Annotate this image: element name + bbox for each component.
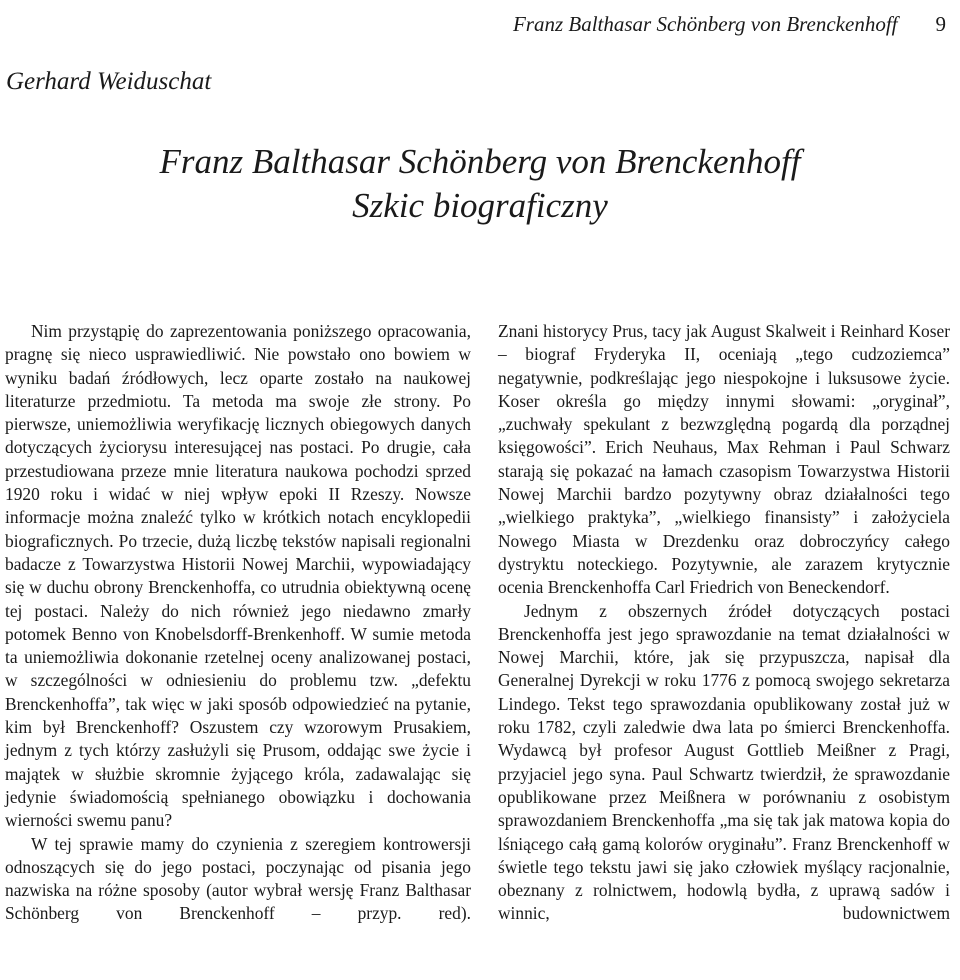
right-column: [498, 320, 950, 926]
article-subtitle: Szkic biograficzny: [352, 186, 608, 225]
body-columns: [5, 320, 950, 926]
paragraph: Jednym z obszernych źródeł dotyczących postaci Brenckenhoffa jest jego sprawozdanie na temat działalności w Nowej Marchii, które, jak się przypuszcza, napisał dla Generalnej Dyrekcji w roku 1776 z pomocą swojego sekretarza Lindego. Tekst tego sprawozdania opublikowany został już w roku 1782, czyli zaledwie dwa lata po śmierci Brenckenhoffa. Wydawcą był profesor August Gottlieb Meißner z Pragi, przyjaciel jego syna. Paul Schwartz twierdził, że sprawozdanie opublikowane przez Meißnera w porównaniu z osobistym sprawozdaniem Brenckenhoffa „ma się tak jak matowa kopia do lśniącego całą gamą kolorów oryginału”. Franz Brenckenhoff w świetle tego tekstu jawi się jako człowiek myślący racjonalnie, obeznany z rolnictwem, hodowlą bydła, z uprawą sadów i winnic, budownictwem: [498, 600, 950, 924]
page-number: 9: [935, 12, 946, 36]
running-head: [513, 12, 946, 37]
paragraph: W tej sprawie mamy do czynienia z szeregiem kontrowersji odnoszących się do jego postaci, poczynając od pisania jego nazwiska na różne sposoby (autor wybrał wersję Franz Balthasar Schönberg von Brenckenhoff – przyp. red).: [5, 833, 471, 924]
running-head-title: Franz Balthasar Schönberg von Brenckenhoff: [512, 12, 898, 36]
paragraph: Znani historycy Prus, tacy jak August Skalweit i Reinhard Koser – biograf Fryderyka II, oceniają „tego cudzoziemca” negatywnie, podkreślając jego niespokojne i luksusowe życie. Koser określa go między innymi słowami: „oryginał”, „zuchwały spekulant z bezwzględną pogardą dla porządnej księgowości”. Erich Neuhaus, Max Rehman i Paul Schwarz starają się pokazać na łamach czasopism Towarzystwa Historii Nowej Marchii bardzo pozytywny obraz działalności tego „wielkiego praktyka”, „wielkiego finansisty” i założyciela Nowego Miasta w Drezdenku oraz dobroczyńcy całego dystryktu noteckiego. Pozytywnie, ale zarazem krytycznie ocenia Brenckenhoffa Carl Friedrich von Beneckendorf.: [498, 321, 950, 598]
paragraph: Nim przystąpię do zaprezentowania poniższego opracowania, pragnę się nieco usprawiedliwić. Nie powstało ono bowiem w wyniku badań źródłowych, lecz oparte zostało na naukowej literaturze przedmiotu. Ta metoda ma swoje złe strony. Po pierwsze, uniemożliwia weryfikację licznych obiegowych danych dotyczących życiorysu interesującej nas postaci. Po drugie, cała przestudiowana przeze mnie literatura naukowa pochodzi sprzed 1920 roku i widać w niej wpływ epoki II Rzeszy. Nowsze informacje można znaleźć tylko w krótkich notach encyklopedii biograficznych. Po trzecie, dużą liczbę tekstów napisali regionalni badacze z Towarzystwa Historii Nowej Marchii, wypowiadający się w duchu obrony Brenckenhoffa, co utrudnia obiektywną ocenę tej postaci. Należy do nich również jego niedawno zmarły potomek Benno von Knobelsdorff-Brenkenhoff. W sumie metoda ta uniemożliwia dokonanie rzetelnej oceny analizowanej postaci, w szczególności w odniesieniu do problemu tzw. „defektu Brenckenhoffa”, tak więc w jaki sposób odpowiedzieć na pytanie, kim był Brenckenhoff? Oszustem czy wzorowym Prusakiem, jednym z tych którzy zasłużyli się Prusom, oddając swe życie i majątek w służbie skromnie żyjącego króla, zadawalając się jedynie świadomością spełnianego obowiązku i dochowania wierności swemu panu?: [5, 321, 471, 831]
left-column: [5, 320, 471, 926]
article-title: Franz Balthasar Schönberg von Brenckenhoff: [159, 142, 801, 181]
article-author: Gerhard Weiduschat: [6, 68, 212, 95]
article-title-block: [0, 140, 960, 228]
